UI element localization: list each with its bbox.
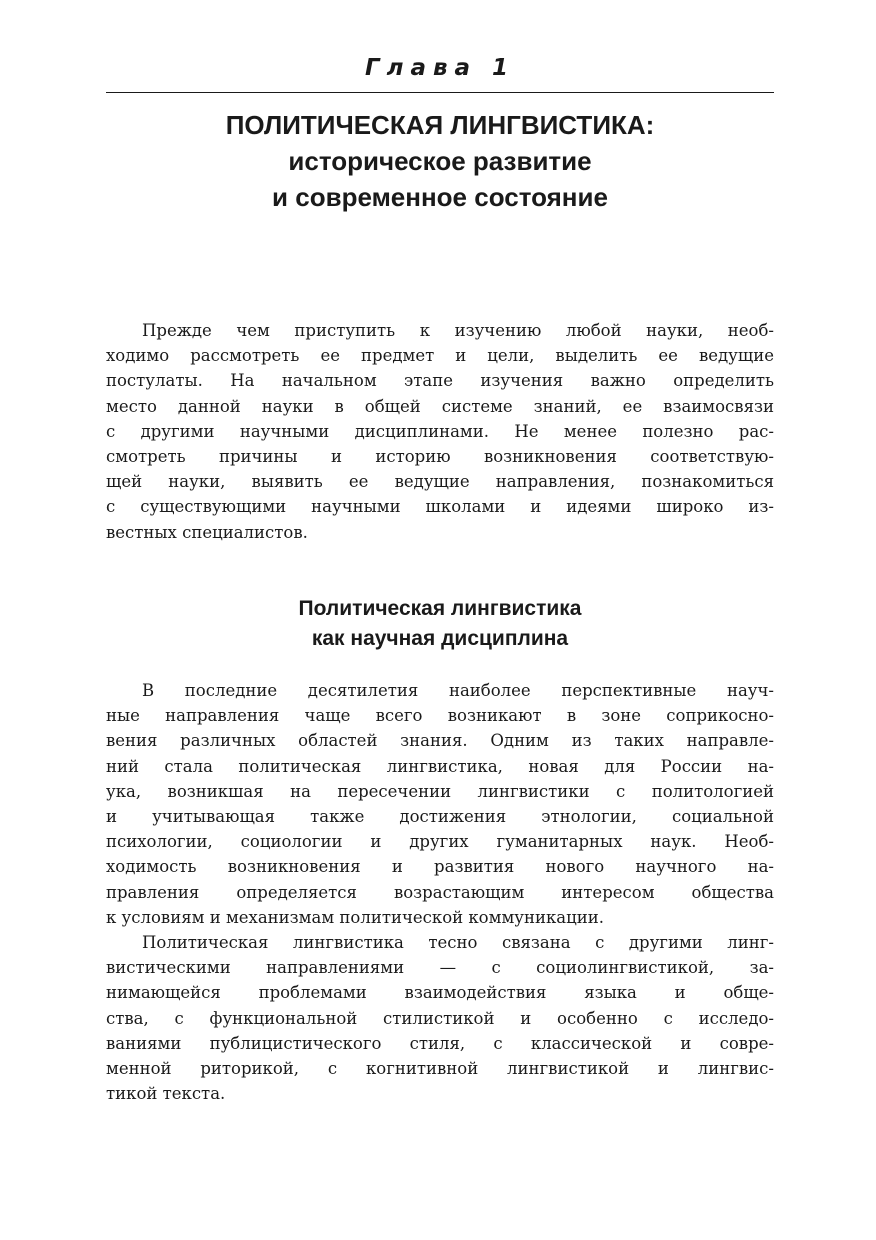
body-paragraph-1 bbox=[106, 678, 774, 930]
header-rule bbox=[106, 92, 774, 93]
section-heading-line: как научная дисциплина bbox=[311, 627, 569, 650]
text-line: вистическими направлениями — с социолингвистикой, за- bbox=[106, 958, 774, 978]
chapter-title-line: историческое развитие bbox=[288, 146, 592, 176]
text-line: правления определяется возрастающим интересом общества bbox=[106, 882, 774, 902]
text-line: ваниями публицистического стиля, с классической и совре- bbox=[106, 1033, 774, 1053]
text-line: тикой текста. bbox=[106, 1084, 226, 1104]
text-line: ний стала политическая лингвистика, новая для России на- bbox=[106, 756, 774, 776]
document-page bbox=[106, 0, 774, 1240]
text-line: щей науки, выявить ее ведущие направления, познакомиться bbox=[106, 472, 774, 492]
text-line: ные направления чаще всего возникают в зоне соприкосно- bbox=[106, 706, 774, 726]
text-line: ходимо рассмотреть ее предмет и цели, выделить ее ведущие bbox=[106, 346, 774, 366]
text-line: и учитывающая также достижения этнологии, социальной bbox=[106, 807, 774, 827]
text-line: вения различных областей знания. Одним из таких направле- bbox=[106, 731, 774, 751]
text-line: ходимость возникновения и развития нового научного на- bbox=[106, 857, 774, 877]
section-heading bbox=[106, 594, 774, 654]
chapter-title bbox=[106, 107, 774, 215]
text-line: менной риторикой, с когнитивной лингвистикой и лингвис- bbox=[106, 1059, 774, 1079]
text-line: к условиям и механизмам политической коммуникации. bbox=[106, 907, 604, 927]
text-line: нимающейся проблемами взаимодействия языка и обще- bbox=[106, 983, 774, 1003]
body-paragraph-2 bbox=[106, 930, 774, 1106]
chapter-label: Глава 1 bbox=[364, 55, 516, 81]
text-line: ука, возникшая на пересечении лингвистики с политологией bbox=[106, 781, 774, 801]
text-line: вестных специалистов. bbox=[106, 522, 308, 542]
text-line: с существующими научными школами и идеями широко из- bbox=[106, 497, 774, 517]
text-line: психологии, социологии и других гуманитарных наук. Необ- bbox=[106, 832, 774, 852]
intro-paragraph bbox=[106, 318, 774, 545]
text-line: ства, с функциональной стилистикой и особенно с исследо- bbox=[106, 1008, 774, 1028]
text-line: В последние десятилетия наиболее перспективные науч- bbox=[142, 681, 774, 700]
text-line: Прежде чем приступить к изучению любой науки, необ- bbox=[142, 321, 774, 340]
text-line: Политическая лингвистика тесно связана с другими линг- bbox=[142, 933, 774, 952]
text-line: с другими научными дисциплинами. Не менее полезно рас- bbox=[106, 421, 774, 441]
chapter-title-line: ПОЛИТИЧЕСКАЯ ЛИНГВИСТИКА: bbox=[225, 110, 655, 140]
chapter-title-line: и современное состояние bbox=[272, 182, 608, 212]
text-line: место данной науки в общей системе знаний, ее взаимосвязи bbox=[106, 396, 774, 416]
section-heading-line: Политическая лингвистика bbox=[298, 597, 582, 620]
text-line: смотреть причины и историю возникновения соответствую- bbox=[106, 447, 774, 467]
text-line: постулаты. На начальном этапе изучения важно определить bbox=[106, 371, 774, 391]
